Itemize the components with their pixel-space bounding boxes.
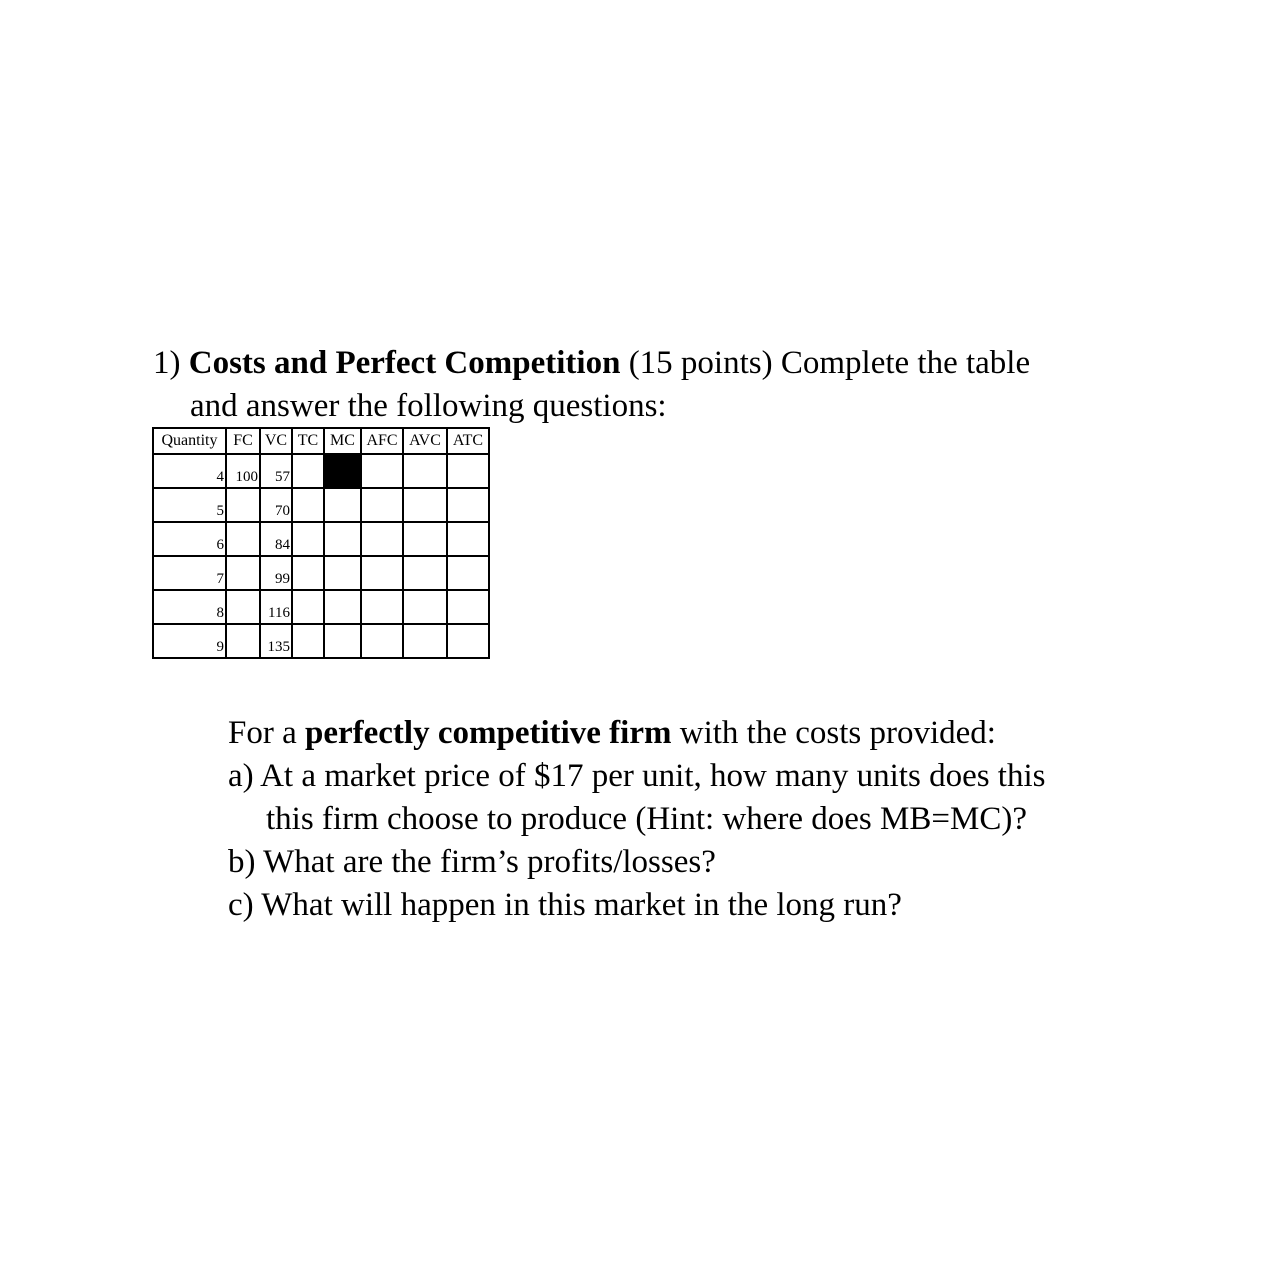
header-mc: MC: [324, 428, 361, 454]
cell-atc[interactable]: [447, 454, 489, 488]
table-row: [153, 454, 489, 488]
question-heading: [153, 342, 1153, 428]
cell-vc: 116: [260, 590, 292, 624]
cell-tc[interactable]: [292, 624, 324, 658]
cell-avc[interactable]: [403, 488, 447, 522]
table-row: [153, 488, 489, 522]
cell-mc[interactable]: [324, 556, 361, 590]
header-vc: VC: [260, 428, 292, 454]
cell-tc[interactable]: [292, 590, 324, 624]
cell-tc[interactable]: [292, 488, 324, 522]
cell-vc: 57: [260, 454, 292, 488]
cell-avc[interactable]: [403, 590, 447, 624]
cell-vc: 135: [260, 624, 292, 658]
cell-tc[interactable]: [292, 556, 324, 590]
cell-mc-blocked: [324, 454, 361, 488]
cell-atc[interactable]: [447, 522, 489, 556]
cell-fc[interactable]: [226, 624, 260, 658]
cell-vc: 99: [260, 556, 292, 590]
cost-table: [152, 427, 490, 659]
question-title: Costs and Perfect Competition: [188, 345, 621, 381]
cell-mc[interactable]: [324, 624, 361, 658]
cell-afc[interactable]: [361, 624, 403, 658]
cell-mc[interactable]: [324, 522, 361, 556]
table-row: [153, 590, 489, 624]
question-b: b) What are the firm’s profits/losses?: [228, 844, 716, 880]
cell-mc[interactable]: [324, 488, 361, 522]
cell-avc[interactable]: [403, 522, 447, 556]
table-row: [153, 556, 489, 590]
cell-atc[interactable]: [447, 624, 489, 658]
header-fc: FC: [226, 428, 260, 454]
instruction-line-1: Complete the table: [780, 345, 1031, 381]
cell-vc: 70: [260, 488, 292, 522]
intro-text-bold: perfectly competitive firm: [305, 715, 672, 751]
cell-afc[interactable]: [361, 522, 403, 556]
cell-avc[interactable]: [403, 454, 447, 488]
cell-tc[interactable]: [292, 454, 324, 488]
intro-text-post: with the costs provided:: [671, 715, 996, 751]
header-avc: AVC: [403, 428, 447, 454]
questions-intro: [228, 712, 1228, 755]
cell-fc[interactable]: [226, 488, 260, 522]
cell-quantity: 4: [153, 454, 226, 488]
cell-vc: 84: [260, 522, 292, 556]
cell-quantity: 6: [153, 522, 226, 556]
cell-tc[interactable]: [292, 522, 324, 556]
cell-afc[interactable]: [361, 556, 403, 590]
cell-quantity: 5: [153, 488, 226, 522]
header-tc: TC: [292, 428, 324, 454]
table-row: [153, 522, 489, 556]
cell-fc: 100: [226, 454, 260, 488]
question-a-line-2: this firm choose to produce (Hint: where does MB=MC)?: [266, 801, 1027, 837]
cell-afc[interactable]: [361, 488, 403, 522]
cell-afc[interactable]: [361, 454, 403, 488]
instruction-line-2: and answer the following questions:: [190, 388, 667, 424]
cell-afc[interactable]: [361, 590, 403, 624]
cell-fc[interactable]: [226, 556, 260, 590]
cell-mc[interactable]: [324, 590, 361, 624]
header-atc: ATC: [447, 428, 489, 454]
header-afc: AFC: [361, 428, 403, 454]
intro-text-pre: For a: [228, 715, 305, 751]
cell-fc[interactable]: [226, 522, 260, 556]
table-row: [153, 624, 489, 658]
table-header-row: [153, 428, 489, 454]
question-a-line-1: a) At a market price of $17 per unit, how many units does this: [228, 758, 1046, 794]
cell-atc[interactable]: [447, 556, 489, 590]
cell-fc[interactable]: [226, 590, 260, 624]
cell-quantity: 7: [153, 556, 226, 590]
cell-avc[interactable]: [403, 624, 447, 658]
questions-block: [228, 712, 1228, 927]
cell-quantity: 8: [153, 590, 226, 624]
cell-atc[interactable]: [447, 488, 489, 522]
cell-avc[interactable]: [403, 556, 447, 590]
question-points: (15 points): [628, 345, 773, 381]
cell-atc[interactable]: [447, 590, 489, 624]
question-c: c) What will happen in this market in the long run?: [228, 887, 902, 923]
question-number: 1): [153, 345, 181, 381]
cell-quantity: 9: [153, 624, 226, 658]
header-quantity: Quantity: [153, 428, 226, 454]
